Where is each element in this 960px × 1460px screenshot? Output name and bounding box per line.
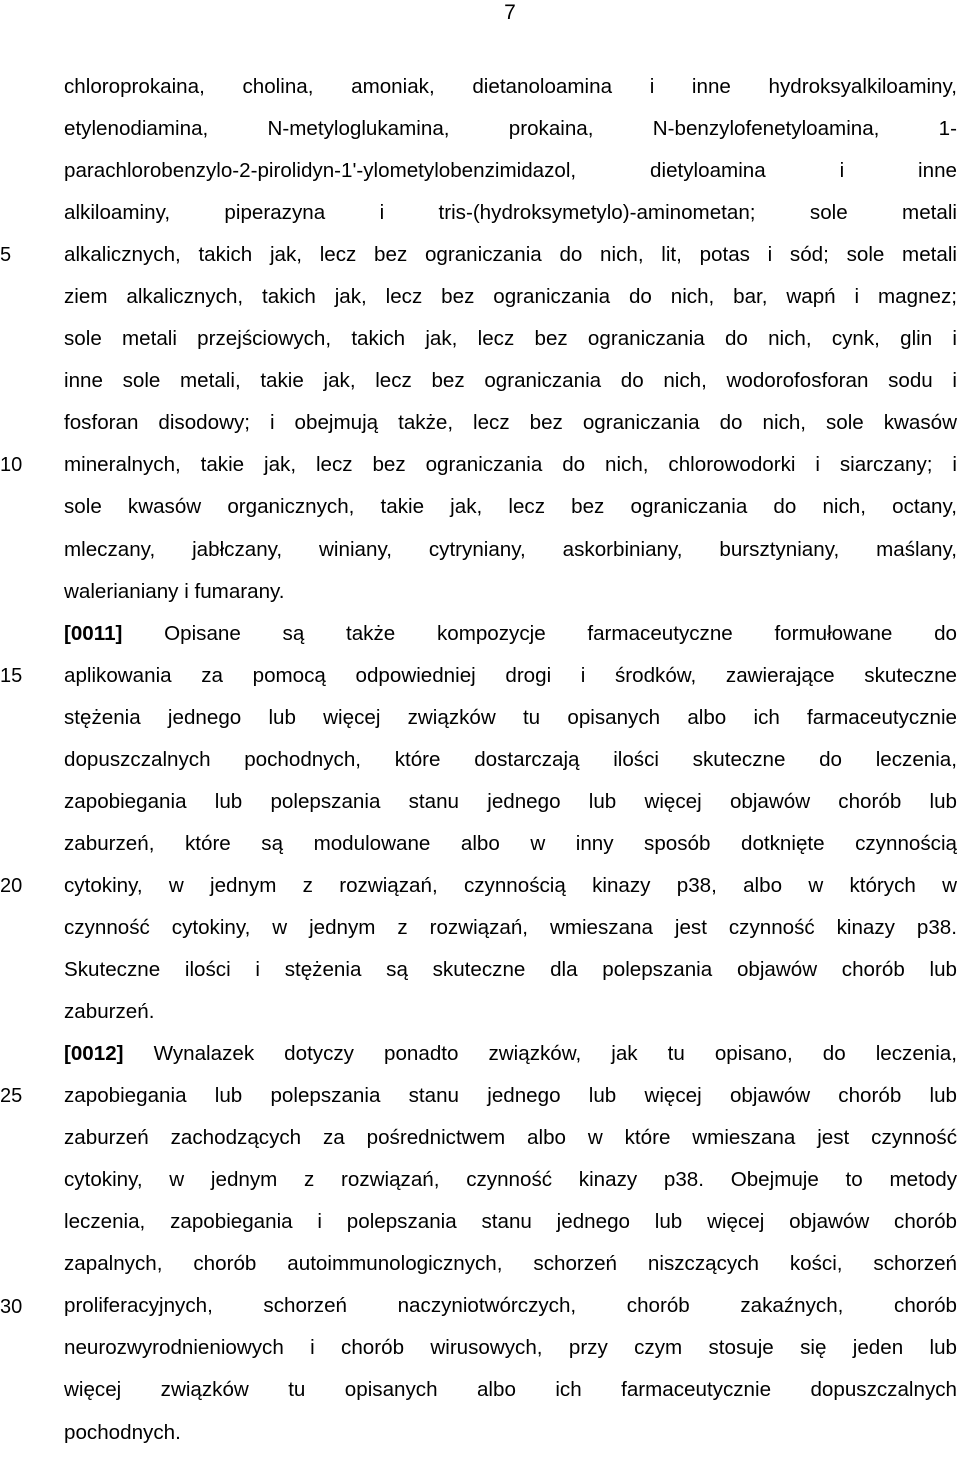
text-line-content: stężenia jednego lub więcej związków tu opisanych albo ich farmaceutycznie: [64, 705, 957, 729]
page-number: 7: [504, 1, 516, 24]
text-line-content: zapalnych, chorób autoimmunologicznych, schorzeń niszczących kości, schorzeń: [64, 1252, 957, 1276]
text-line: [64, 1123, 957, 1165]
text-line-content: dopuszczalnych pochodnych, które dostarczają ilości skuteczne do leczenia,: [64, 747, 957, 771]
line-number-margin: [0, 0, 40, 1448]
text-line: [64, 1165, 957, 1207]
text-line-content: więcej związków tu opisanych albo ich farmaceutycznie dopuszczalnych: [64, 1378, 957, 1402]
text-line: [64, 619, 957, 661]
text-line-content: zapobiegania lub polepszania stanu jednego lub więcej objawów chorób lub: [64, 789, 957, 813]
text-line: [64, 198, 957, 240]
line-number-15: 15: [0, 665, 23, 687]
text-line-content: parachlorobenzylo-2-pirolidyn-1'-ylometylobenzimidazol, dietyloamina i inne: [64, 159, 957, 183]
text-line-content: czynność cytokiny, w jednym z rozwiązań, wmieszana jest czynność kinazy p38.: [64, 915, 957, 939]
text-line: [64, 282, 957, 324]
text-line-content: etylenodiamina, N-metyloglukamina, prokaina, N-benzylofenetyloamina, 1-: [64, 117, 957, 141]
text-line-content: chloroprokaina, cholina, amoniak, dietanoloamina i inne hydroksyalkiloaminy,: [64, 75, 957, 98]
text-line: [64, 408, 957, 450]
text-line-content: sole metali przejściowych, takich jak, lecz bez ograniczania do nich, cynk, glin i: [64, 327, 957, 351]
text-line: [64, 745, 957, 787]
text-line-content: alkiloaminy, piperazyna i tris-(hydroksymetylo)-aminometan; sole metali: [64, 201, 957, 225]
text-line-content: pochodnych.: [64, 1420, 181, 1444]
text-line: [64, 1249, 957, 1291]
text-line: [64, 913, 957, 955]
text-line-content: aplikowania za pomocą odpowiedniej drogi i środków, zawierające skuteczne: [64, 663, 957, 687]
document-body: [64, 72, 957, 1460]
text-line-content: zapobiegania lub polepszania stanu jednego lub więcej objawów chorób lub: [64, 1084, 957, 1108]
text-line: [64, 1207, 957, 1249]
text-line: [64, 661, 957, 703]
text-line-content: sole kwasów organicznych, takie jak, lecz bez ograniczania do nich, octany,: [64, 495, 957, 519]
text-line: [64, 114, 957, 156]
text-line: [64, 1375, 957, 1417]
text-line: [64, 955, 957, 997]
text-line-content: zaburzeń.: [64, 1000, 155, 1024]
text-line: [64, 324, 957, 366]
text-line: [64, 1418, 957, 1460]
text-line-content: leczenia, zapobiegania i polepszania stanu jednego lub więcej objawów chorób: [64, 1210, 957, 1234]
text-line: [64, 366, 957, 408]
text-line-content: zaburzeń, które są modulowane albo w inny sposób dotknięte czynnością: [64, 831, 957, 855]
text-line: [64, 1291, 957, 1333]
text-line: [64, 829, 957, 871]
text-line-content: cytokiny, w jednym z rozwiązań, czynnością kinazy p38, albo w których w: [64, 873, 957, 897]
text-line: [64, 156, 957, 198]
text-line-content: neurozwyrodnieniowych i chorób wirusowych, przy czym stosuje się jeden lub: [64, 1336, 957, 1360]
line-number-20: 20: [0, 875, 23, 897]
line-number-25: 25: [0, 1085, 23, 1107]
text-line-content: ziem alkalicznych, takich jak, lecz bez ograniczania do nich, bar, wapń i magnez;: [64, 285, 957, 309]
line-number-5: 5: [0, 244, 12, 266]
text-line: [64, 240, 957, 282]
text-line: [64, 1081, 957, 1123]
text-line: [64, 72, 957, 114]
text-line-content: Opisane są także kompozycje farmaceutyczne formułowane do: [122, 621, 957, 645]
line-number-30: 30: [0, 1296, 23, 1318]
text-line-content: cytokiny, w jednym z rozwiązań, czynność kinazy p38. Obejmuje to metody: [64, 1168, 957, 1192]
text-line-content: fosforan disodowy; i obejmują także, lecz bez ograniczania do nich, sole kwasów: [64, 411, 957, 435]
line-number-10: 10: [0, 454, 23, 476]
text-line-content: inne sole metali, takie jak, lecz bez ograniczania do nich, wodorofosforan sodu i: [64, 369, 957, 393]
text-line: [64, 450, 957, 492]
text-line-content: alkalicznych, takich jak, lecz bez ograniczania do nich, lit, potas i sód; sole metali: [64, 243, 957, 267]
text-line: [64, 535, 957, 577]
paragraph-number: [0012]: [64, 1042, 124, 1066]
text-line-content: proliferacyjnych, schorzeń naczyniotwórczych, chorób zakaźnych, chorób: [64, 1294, 957, 1318]
text-line-content: walerianiany i fumarany.: [64, 579, 285, 603]
text-line: [64, 787, 957, 829]
text-line: [64, 703, 957, 745]
text-line-content: zaburzeń zachodzących za pośrednictwem albo w które wmieszana jest czynność: [64, 1126, 957, 1150]
text-line-content: mleczany, jabłczany, winiany, cytryniany, askorbiniany, bursztyniany, maślany,: [64, 537, 957, 561]
text-line-content: mineralnych, takie jak, lecz bez ograniczania do nich, chlorowodorki i siarczany; i: [64, 453, 957, 477]
text-line: [64, 1333, 957, 1375]
text-line: [64, 871, 957, 913]
text-line: [64, 997, 957, 1039]
text-line-content: Wynalazek dotyczy ponadto związków, jak tu opisano, do leczenia,: [123, 1042, 957, 1066]
text-line-content: Skuteczne ilości i stężenia są skuteczne dla polepszania objawów chorób lub: [64, 957, 957, 981]
text-line: [64, 577, 957, 619]
text-line: [64, 492, 957, 534]
text-line: [64, 1039, 957, 1081]
paragraph-number: [0011]: [64, 621, 123, 645]
